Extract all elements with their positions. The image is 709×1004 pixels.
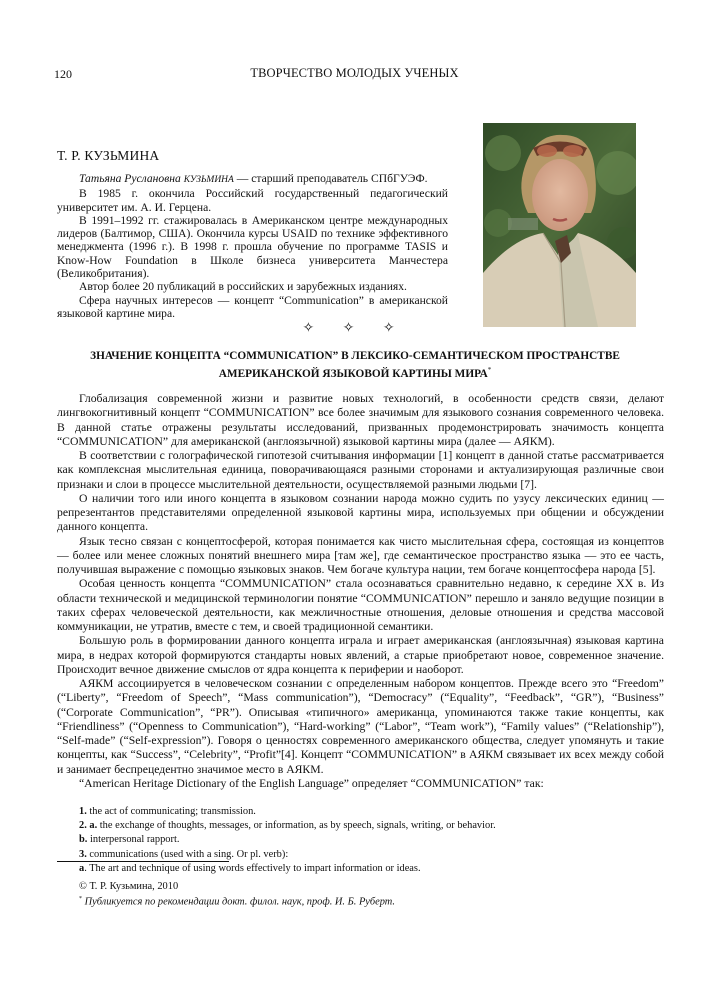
author-bio: [57, 172, 448, 320]
definition-item: [79, 833, 669, 847]
body-paragraph: Глобализация современной жизни и развитие новых технологий, в особенности средств связи, делают лингвокогнитивный концепт “COMMUNICATION” все более значимым для языкового сознания современного человека. В данной статье отражены результаты исследований, призванных продемонстрировать значимость концепта “COMMUNICATION” для американской (англоязычной) языковой картины мира (далее — АЯКМ).: [57, 392, 664, 448]
article-title-line: [40, 364, 670, 381]
bio-paragraph: В 1985 г. окончила Российский государственный педагогический университет им. А. И. Герцена.: [57, 187, 448, 214]
running-header: ТВОРЧЕСТВО МОЛОДЫХ УЧЕНЫХ: [250, 66, 459, 80]
definition-item: [79, 848, 669, 862]
body-paragraph: “American Heritage Dictionary of the English Language” определяет “COMMUNICATION” так:: [79, 776, 544, 790]
portrait-illustration: [483, 123, 636, 327]
bio-intro: [57, 172, 448, 187]
bio-paragraph: Сфера научных интересов — концепт “Communication” в американской языковой картине мира.: [57, 293, 448, 320]
dictionary-definitions: [79, 805, 669, 876]
definition-text: the exchange of thoughts, messages, or information, as by speech, signals, writing, or behavior.: [97, 820, 496, 832]
body-paragraph: АЯКМ ассоциируется в человеческом сознании с определенным набором концептов. Прежде всего это “Freedom” (“Liberty”, “Freedom of Speech”, “Mass communication”), “Democracy” (“Equality”, “Feedback”, “GR”), “Business” (“Corporate Communication”, “PR”). Описывая «типичного» американца, упоминаются также такие концепты, как “Friendliness” (“Openness to Communication”), “Hard-working” (“Labor”, “Team work”), “Family values” (“Relationship”), “Self-made” (“Self-expression”). Говоря о ценностях современного американского общества, следует упомянуть и такие концепты, как “Success”, “Celebrity”, “Profit”[4]. Концепт “COMMUNICATION” в АЯКМ связывает их всех между собой и занимает беспрецедентно значимое место в АЯКМ.: [57, 677, 664, 776]
article-title-line: ЗНАЧЕНИЕ КОНЦЕПТА “COMMUNICATION” В ЛЕКСИКО-СЕМАНТИЧЕСКОМ ПРОСТРАНСТВЕ: [90, 350, 620, 362]
definition-item: [79, 819, 669, 833]
title-footnote-mark: *: [487, 365, 492, 374]
body-paragraph: Особая ценность концепта “COMMUNICATION” стала осознаваться сравнительно недавно, к середине XX в. Из области технической и медицинской терминологии понятие “COMMUNICATION” перешло и заняло ведущие позиции в таких сферах человеческой деятельности, как межличностные отношения, деловые отношения и средства массовой коммуникации, не утратив, вместе с тем, и своей традиционной семантики.: [57, 577, 664, 633]
definition-number: b.: [79, 834, 88, 846]
definition-number: 1.: [79, 806, 87, 817]
definition-text: the act of communicating; transmission.: [86, 806, 256, 817]
bio-paragraph: Автор более 20 публикаций в российских и зарубежных изданиях.: [79, 280, 407, 294]
body-paragraph: Большую роль в формировании данного концепта играла и играет американская (англоязычная) языковая картина мира, в недрах которой формируются стандарты новых явлений, а старые приобретают новое, современное значение. Происходит вечное движение смыслов от ядра концепта к периферии и наоборот.: [57, 634, 664, 676]
section-separator: ✧ ✧ ✧: [302, 320, 407, 336]
author-portrait-photo: [483, 123, 636, 327]
definition-item: [79, 805, 669, 819]
page-number: 120: [54, 67, 72, 81]
footnote-mark: *: [79, 896, 82, 902]
definition-number: 2. a.: [79, 820, 98, 832]
definition-text: interpersonal rapport.: [87, 834, 180, 846]
recommendation-note: [79, 893, 395, 908]
bio-name-last: КУЗЬМИНА: [183, 175, 234, 185]
body-paragraph: Язык тесно связан с концептосферой, которая понимается как чисто мыслительная сфера, состоящая из концептов — более или менее сложных понятий внешнего мира [там же], где семантическое пространство языка — это ее часть, получившая выражение с помощью языковых знаков. Чем богаче культура нации, тем богаче концептосфера народа [5].: [57, 534, 664, 576]
article-title: [40, 350, 670, 381]
footnote-divider: [57, 861, 229, 862]
body-paragraph: О наличии того или иного концепта в языковом сознании народа можно судить по узусу лексических единиц — репрезентантов представителями определенной языковой картины мира, используемых при общении и обсуждении данного концепта.: [57, 491, 664, 534]
article-body: [57, 392, 664, 791]
definition-number: 3.: [79, 848, 87, 860]
article-title-text: АМЕРИКАНСКОЙ ЯЗЫКОВОЙ КАРТИНЫ МИРА: [218, 367, 488, 380]
definition-item: [79, 862, 669, 876]
definition-text: communications (used with a sing. Or pl. verb):: [86, 848, 289, 860]
copyright-note: © Т. Р. Кузьмина, 2010: [79, 881, 179, 892]
author-heading: Т. Р. КУЗЬМИНА: [57, 148, 160, 163]
bio-name-first: Татьяна Руслановна: [79, 172, 181, 185]
bio-position: — старший преподаватель СПбГУЭФ.: [233, 172, 428, 185]
definition-text: . The art and technique of using words effectively to impart information or ideas.: [84, 862, 421, 874]
bio-paragraph: В 1991–1992 гг. стажировалась в Американском центре международных лидеров (Балтимор, США). Окончила курсы USAID по технике эффективного менеджмента (1996 г.). В 1998 г. прошла обучение по программе TASIS и Know-How Foundation в Школе бизнеса университета Манчестера (Великобритания).: [57, 213, 448, 281]
footnotes: [79, 880, 395, 908]
body-paragraph: В соответствии с голографической гипотезой считывания информации [1] концепт в данной статье рассматривается как комплексная мыслительная единица, поворачивающаяся разными сторонами и актуализирующая различные свои признаки и слои в процессе мыслительной деятельности, осуществляемой разными людьми [7].: [57, 449, 664, 491]
footnote-text: Публикуется по рекомендации докт. филол. наук, проф. И. Б. Руберт.: [82, 896, 396, 908]
definition-number: a: [79, 862, 85, 874]
